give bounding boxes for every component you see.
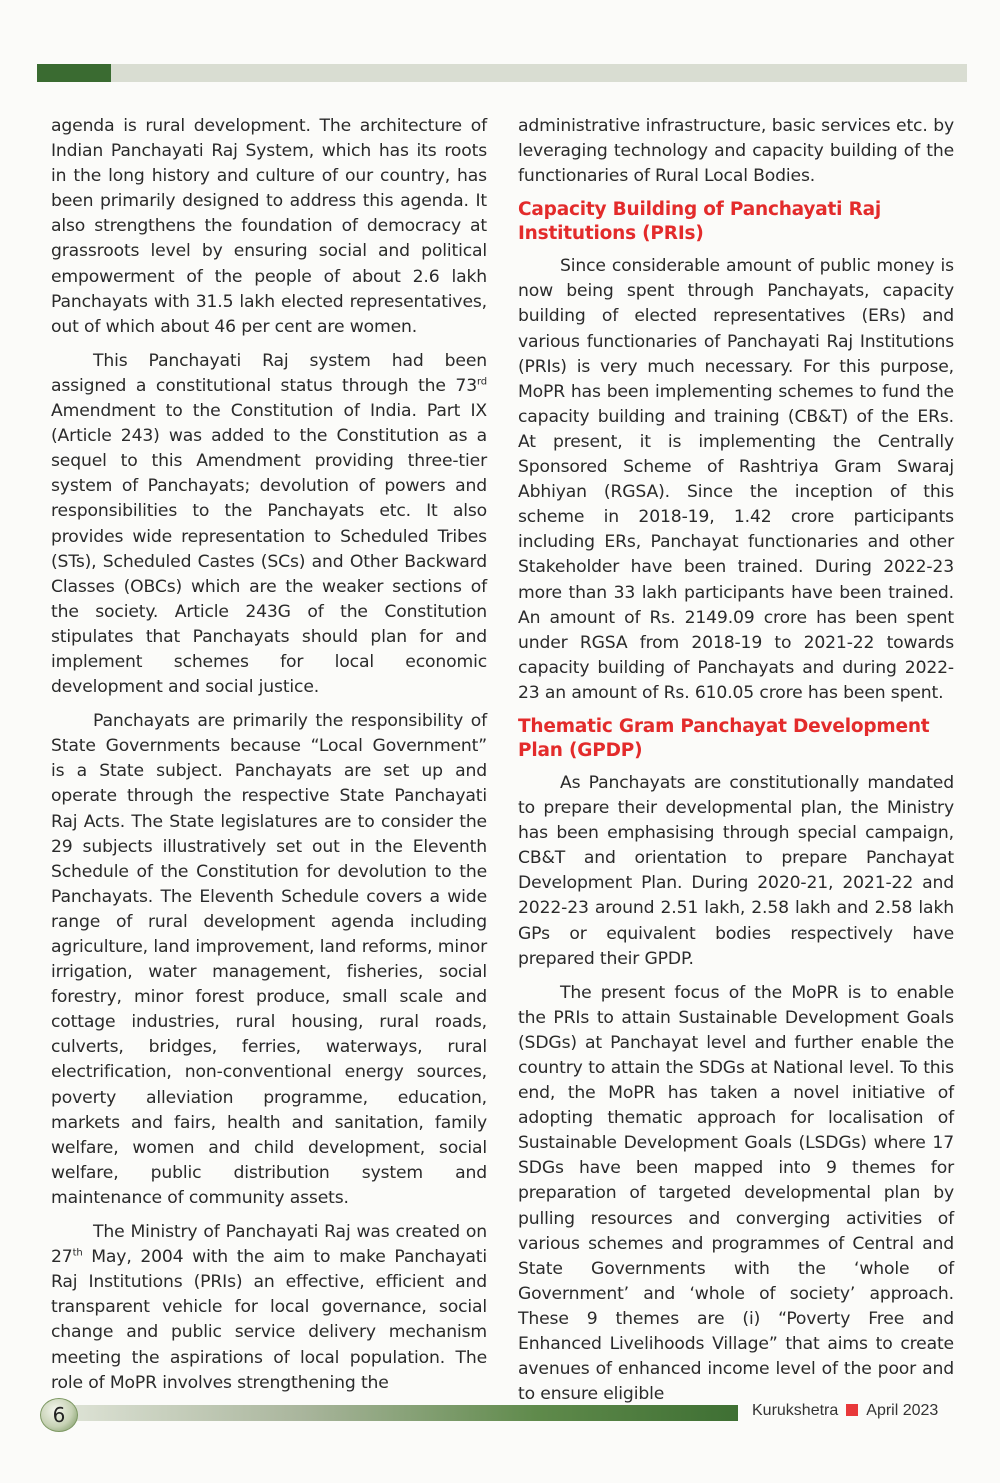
paragraph: As Panchayats are constitutionally mandated to prepare their developmental plan, the Ministry has been emphasising through special campaign, CB&T and orientation to prepare Panchayat Development Plan. During 2020-21, 2021-22 and 2022-23 around 2.51 lakh, 2.58 lakh and 2.58 lakh GPs or equivalent bodies respectively have prepared their GPDP. (518, 772, 954, 969)
superscript: rd (477, 376, 487, 388)
issue-date: April 2023 (866, 1402, 939, 1419)
paragraph-text: May, 2004 with the aim to make Panchayati Raj Institutions (PRIs) an effective, efficient and transparent vehicle for local governance, social change and public service delivery mechanism meeting the aspirations of local population. The role of MoPR involves strengthening the (51, 1247, 487, 1393)
paragraph (51, 1220, 487, 1396)
paragraph: administrative infrastructure, basic services etc. by leveraging technology and capacity building of the functionaries of Rural Local Bodies. (518, 116, 954, 187)
section-heading-capacity-building: Capacity Building of Panchayati Raj Institutions (PRIs) (518, 199, 882, 245)
superscript: th (72, 1247, 83, 1259)
magazine-name: Kurukshetra (752, 1402, 839, 1419)
header-bar-accent (37, 64, 111, 82)
footer-bar (70, 1405, 738, 1421)
header-bar (37, 64, 967, 82)
right-column (518, 114, 954, 1416)
paragraph: Panchayats are primarily the responsibility of State Governments because “Local Government” is a State subject. Panchayats are set up and operate through the respective State Panchayati Raj Acts. The State legislatures are to consider the 29 subjects illustratively set out in the Eleventh Schedule of the Constitution for devolution to the Panchayats. The Eleventh Schedule covers a wide range of rural development agenda including agriculture, land improvement, land reforms, minor irrigation, water management, fisheries, social forestry, minor forest produce, small scale and cottage industries, rural housing, rural roads, culverts, bridges, ferries, waterways, rural electrification, non-conventional energy sources, poverty alleviation programme, education, markets and fairs, health and sanitation, family welfare, women and child development, social welfare, public distribution system and maintenance of community assets. (51, 711, 487, 1208)
paragraph-text: The Ministry of Panchayati Raj was created on 27 (51, 1222, 487, 1268)
paragraph: Since considerable amount of public money is now being spent through Panchayats, capacity building of elected representatives (ERs) and various functionaries of Panchayati Raj Institutions (PRIs) is very much necessary. For this purpose, MoPR has been implementing schemes to fund the capacity building and training (CB&T) of the ERs. At present, it is implementing the Centrally Sponsored Scheme of Rashtriya Gram Swaraj Abhiyan (RGSA). Since the inception of this scheme in 2018-19, 1.42 crore participants including ERs, Panchayat functionaries and other Stakeholder have been trained. During 2022-23 more than 33 lakh participants have been trained. An amount of Rs. 2149.09 crore has been spent under RGSA from 2018-19 to 2021-22 towards capacity building of Panchayats and during 2022-23 an amount of Rs. 610.05 crore has been spent. (518, 256, 954, 703)
page-number: 6 (40, 1398, 78, 1432)
paragraph-text: Amendment to the Constitution of India. Part IX (Article 243) was added to the Constitution as a sequel to this Amendment providing three-tier system of Panchayats; devolution of powers and responsibilities to the Panchayats etc. It also provides wide representation to Scheduled Tribes (STs), Scheduled Castes (SCs) and Other Backward Classes (OBCs) which are the weaker sections of the society. Article 243G of the Constitution stipulates that Panchayats should plan for and implement schemes for local economic development and social justice. (51, 401, 487, 698)
left-column (51, 114, 487, 1405)
paragraph: agenda is rural development. The architecture of Indian Panchayati Raj System, which has its roots in the long history and culture of our country, has been primarily designed to address this agenda. It also strengthens the foundation of democracy at grassroots level by ensuring social and political empowerment of the people of about 2.6 lakh Panchayats with 31.5 lakh elected representatives, out of which about 46 per cent are women. (51, 116, 487, 337)
footer-publication (752, 1402, 938, 1420)
section-heading-gpdp: Thematic Gram Panchayat Development Plan (GPDP) (518, 715, 930, 761)
paragraph (51, 349, 487, 700)
paragraph: The present focus of the MoPR is to enable the PRIs to attain Sustainable Development Goals (SDGs) at Panchayat level and further enable the country to attain the SDGs at National level. To this end, the MoPR has taken a novel initiative of adopting thematic approach for localisation of Sustainable Development Goals (LSDGs) where 17 SDGs have been mapped into 9 themes for preparation of targeted developmental plan by pulling resources and converging activities of various schemes and programmes of Central and State Governments with the ‘whole of Government’ and ‘whole of society’ approach. These 9 themes are (i) “Poverty Free and Enhanced Livelihoods Village” that aims to create avenues of enhanced income level of the poor and to ensure eligible (518, 982, 954, 1405)
square-marker-icon (846, 1404, 858, 1416)
paragraph-text: This Panchayati Raj system had been assigned a constitutional status through the 73 (51, 350, 487, 396)
